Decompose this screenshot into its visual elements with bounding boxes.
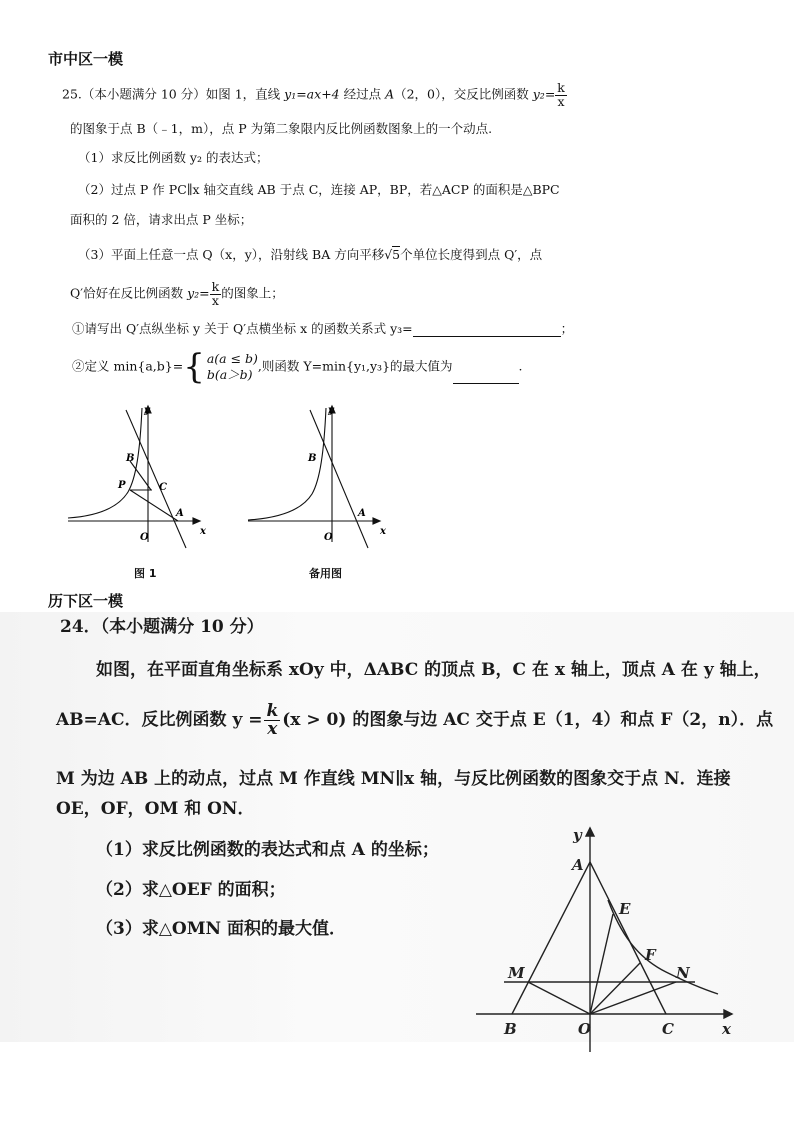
piecewise-row: b(a＞b) [206, 367, 253, 382]
problem-25-text: （2，0），交反比例函数 [394, 86, 533, 102]
problem-24-q2: （2）求△OEF 的面积； [96, 880, 286, 900]
x-axis-arrow [724, 1010, 732, 1018]
axis-label-x: x [722, 1020, 731, 1038]
hyperbola-curve [248, 408, 326, 520]
function-name: y₂= [532, 86, 556, 102]
fraction-k-over-x [210, 281, 222, 307]
problem-25-q1: （1）求反比例函数 y₂ 的表达式； [78, 150, 269, 165]
problem-25-line-1 [62, 82, 567, 108]
problem-25-line-2: 的图象于点 B（﹣1，m），点 P 为第二象限内反比例函数图象上的一个动点. [70, 121, 493, 136]
figure-problem-24 [470, 822, 740, 1062]
q3-text: 的图象上； [221, 285, 284, 301]
problem-25-q3-sub-2 [72, 347, 523, 387]
axis-label-y: y [144, 405, 150, 416]
problem-25-text: 经过点 [339, 86, 386, 102]
q3-text: . [518, 358, 523, 374]
problem-25-q3-line-1 [78, 247, 542, 263]
point-label-c: C [662, 1020, 674, 1038]
origin-label: O [578, 1020, 592, 1038]
side-ab [512, 862, 590, 1014]
problem-24-line-4: OE，OF，OM 和 ON． [56, 799, 255, 819]
numerator: k [266, 701, 279, 721]
point-label-c: C [159, 482, 167, 493]
figure-1 [60, 400, 220, 550]
denominator: x [267, 719, 278, 739]
answer-blank[interactable] [453, 371, 519, 384]
point-label-a: A [572, 856, 584, 874]
problem-25-q3-sub-1 [72, 321, 573, 337]
figure-1-caption: 图 1 [134, 567, 157, 580]
segment-oe [590, 914, 613, 1014]
problem-24-line-2 [56, 703, 773, 738]
point-label-b: B [504, 1020, 517, 1038]
q3-text: ,则函数 Y=min{y₁,y₃}的最大值为 [257, 358, 453, 374]
answer-blank[interactable] [413, 324, 561, 337]
origin-label: O [140, 532, 149, 543]
q3-text: ②定义 min{a,b}= [72, 358, 184, 374]
numerator: k [557, 80, 565, 95]
left-brace: { [183, 347, 205, 387]
numerator: k [211, 279, 220, 294]
sqrt-symbol: √ [384, 247, 393, 262]
segment-of [590, 963, 640, 1014]
problem-24-title: 24．（本小题满分 10 分） [60, 617, 264, 637]
q3-text: ①请写出 Q′点纵坐标 y 关于 Q′点横坐标 x 的函数关系式 y₃= [72, 321, 413, 336]
point-label-b: B [126, 453, 135, 464]
denominator: x [557, 93, 565, 109]
problem-24-q1: （1）求反比例函数的表达式和点 A 的坐标； [96, 840, 439, 860]
axis-label-x: x [200, 526, 206, 537]
point-label-p: P [118, 480, 126, 491]
line-ab [126, 410, 186, 548]
section-header-lixia: 历下区一模 [48, 592, 124, 610]
segment-om [528, 982, 590, 1014]
problem-24-line-1: 如图，在平面直角坐标系 xOy 中，ΔABC 的顶点 B，C 在 x 轴上，顶点 A 在 y 轴上， [96, 660, 771, 680]
section-header-shizhong: 市中区一模 [48, 50, 124, 68]
x-axis-arrow [193, 518, 200, 524]
problem-24-q3: （3）求△OMN 面积的最大值． [96, 919, 346, 939]
point-label-n: N [676, 964, 690, 982]
problem-24-text: (x > 0) 的图象与边 AC 交于点 E（1，4）和点 F（2，n）．点 [282, 710, 774, 730]
point-label: A [385, 86, 395, 102]
q3-text: ； [560, 321, 574, 336]
problem-24-text: AB=AC．反比例函数 y = [56, 710, 263, 730]
sqrt-radicand: 5 [392, 247, 401, 262]
y-axis-arrow [586, 828, 594, 836]
point-label-a: A [176, 508, 184, 519]
fraction-k-over-x [555, 82, 567, 108]
fraction-k-over-x [264, 703, 280, 738]
side-ac [590, 862, 666, 1014]
problem-24-line-3: M 为边 AB 上的动点，过点 M 作直线 MN∥x 轴，与反比例函数的图象交于点 N．连接 [56, 769, 731, 789]
q3-text: （3）平面上任意一点 Q（x，y），沿射线 BA 方向平移 [78, 247, 385, 262]
figure-backup [240, 400, 400, 550]
x-axis-arrow [373, 518, 380, 524]
point-label-m: M [508, 964, 525, 982]
q3-text: 个单位长度得到点 Q′，点 [400, 247, 543, 262]
origin-label: O [324, 532, 333, 543]
figure-backup-caption: 备用图 [309, 567, 342, 580]
axis-label-y: y [573, 826, 582, 844]
denominator: x [211, 292, 219, 308]
point-label-e: E [619, 900, 631, 918]
axis-label-y: y [328, 405, 334, 416]
point-label-f: F [645, 946, 656, 964]
line-formula: y₁=ax+4 [284, 86, 340, 102]
problem-25-q2-line-1: （2）过点 P 作 PC∥x 轴交直线 AB 于点 C，连接 AP，BP，若△ACP 的面积是△BPC [78, 182, 560, 197]
segment-ap [130, 490, 178, 521]
problem-25-q3-line-2 [70, 281, 284, 307]
problem-25-q2-line-2: 面积的 2 倍，请求出点 P 坐标； [70, 212, 253, 227]
line-ab [310, 410, 368, 548]
function-name: y₂= [187, 285, 210, 301]
point-label-b: B [308, 453, 317, 464]
point-label-a: A [358, 508, 366, 519]
problem-25-text: 25.（本小题满分 10 分）如图 1，直线 [62, 86, 285, 102]
axis-label-x: x [380, 526, 386, 537]
piecewise-definition [183, 347, 258, 387]
piecewise-row: a(a ≤ b) [206, 351, 258, 367]
q3-text: Q′恰好在反比例函数 [70, 285, 188, 301]
